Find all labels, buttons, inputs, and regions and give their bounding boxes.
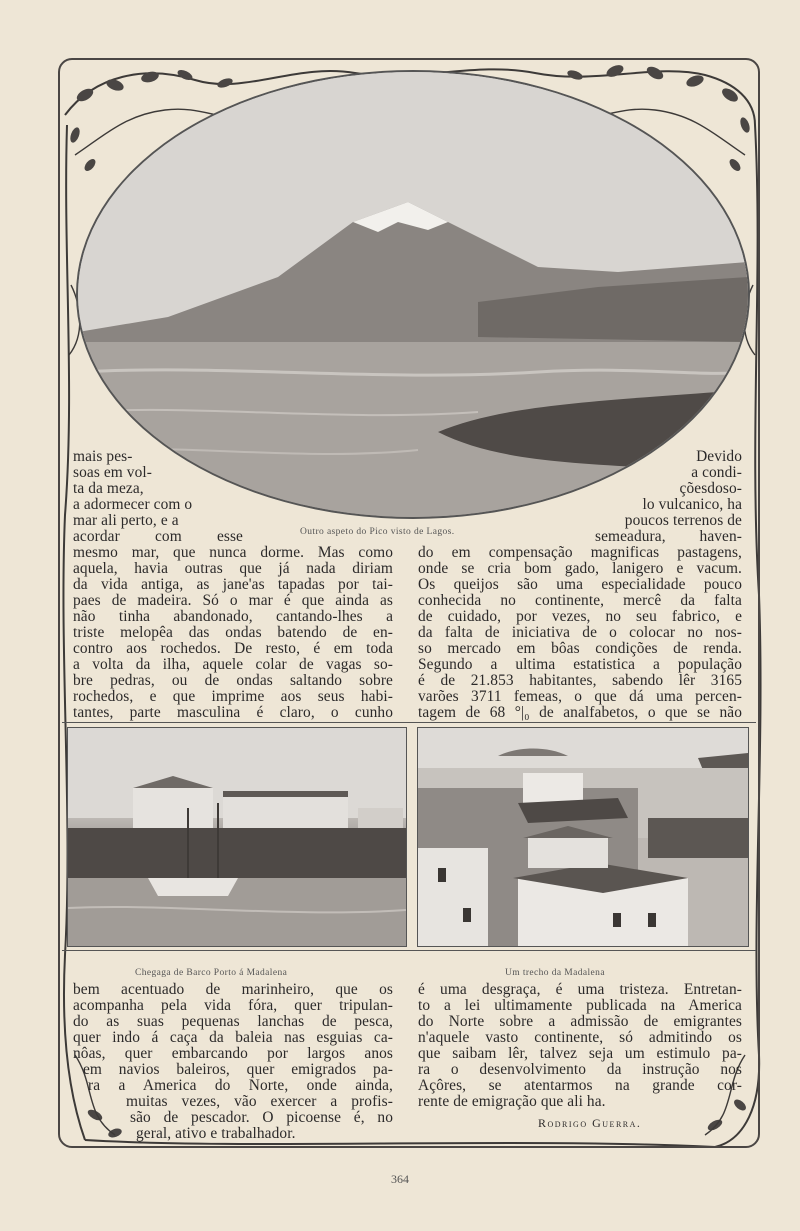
text-line: bre pedras, ou de ondas saltando sobre <box>73 673 393 689</box>
madalena-view-photo <box>417 727 749 947</box>
text-line: conhecida no continente, mercê da falta <box>418 593 742 609</box>
text-line: em navios baleiros, quer emigrados pa- <box>83 1062 393 1078</box>
text-line: tantes, parte masculina é claro, o cunho <box>73 705 393 721</box>
text-line: soas em vol- <box>73 464 152 481</box>
photo-caption-left: Chegaga de Barco Porto á Madalena <box>135 968 288 978</box>
text-line: rochedos, e que imprime aos seus habi- <box>73 689 393 705</box>
text-line: Açôres, se atentarmos na grande cor- <box>418 1078 742 1094</box>
text-line: é de 21.853 habitantes, sabendo lêr 3165 <box>418 673 742 689</box>
text-line: do Norte sobre a admissão de emigrantes <box>418 1014 742 1030</box>
harbor-illustration <box>68 728 406 946</box>
town-illustration <box>418 728 748 946</box>
text-line: que saibam lêr, talvez seja um estimulo pa- <box>418 1046 742 1062</box>
text-line: geral, ativo e trabalhador. <box>136 1125 296 1142</box>
photo-caption-right: Um trecho da Madalena <box>505 968 605 978</box>
divider <box>62 722 756 723</box>
text-line: triste melopêa das ondas batendo de en- <box>73 625 393 641</box>
boat-arrival-photo <box>67 727 407 947</box>
text-line: Os queijos são uma especialidade pouco <box>418 577 742 593</box>
text-line: lo vulcanico, ha <box>642 496 742 513</box>
text-line: é uma desgraça, é uma tristeza. Entretan- <box>418 982 742 998</box>
text-line: semeadura, haven- <box>595 529 742 545</box>
text-line: so mercado em bôas condições de renda. <box>418 641 742 657</box>
text-line: ra o desenvolvimento da instrução nos <box>418 1062 742 1078</box>
text-line: mar ali perto, e a <box>73 512 179 529</box>
text-line: ra a America do Norte, onde ainda, <box>88 1078 393 1094</box>
photo-caption-top: Outro aspeto do Pico visto de Lagos. <box>300 527 455 537</box>
text-line: çõesdoso- <box>679 480 742 497</box>
text-line: to a lei ultimamente publicada na America <box>418 998 742 1014</box>
text-line: da falta de iniciativa de o colocar no nos- <box>418 625 742 641</box>
text-line: contro aos rochedos. De resto, é em toda <box>73 641 393 657</box>
text-line: paes de madeira. Só o mar é que ainda as <box>73 593 393 609</box>
text-line: bem acentuado de marinheiro, que os <box>73 982 393 998</box>
text-line: não tinha abandonado, cantando-lhes a <box>73 609 393 625</box>
pico-mountain-illustration <box>78 72 748 517</box>
text-line: aquela, havia outras que já nada diriam <box>73 561 393 577</box>
text-line: nôas, quer embarcando por largos anos <box>73 1046 393 1062</box>
page-number: 364 <box>391 1172 409 1186</box>
text-line: varões 3711 femeas, o que dá uma percen- <box>418 689 742 705</box>
author-signature: Rodrigo Guerra. <box>538 1116 642 1130</box>
divider <box>62 950 756 951</box>
pico-mountain-photo <box>76 70 750 519</box>
text-line: acompanha pela vida fóra, quer tripulan- <box>73 998 393 1014</box>
text-line: são de pescador. O picoense é, no <box>130 1110 393 1126</box>
text-line: poucos terrenos de <box>624 512 742 529</box>
text-line: mesmo mar, que nunca dorme. Mas como <box>73 545 393 561</box>
text-line: rente de emigração que ali ha. <box>418 1093 606 1110</box>
text-line: de cuidado, por vezes, no seu fabrico, e <box>418 609 742 625</box>
text-line: da vida antiga, as jane'as tapadas por tai- <box>73 577 393 593</box>
text-line: Devido <box>696 448 742 465</box>
text-line: onde se cria bom gado, lanigero e vacum. <box>418 561 742 577</box>
text-line: muitas vezes, vão exercer a profis- <box>126 1094 393 1110</box>
text-line: a adormecer com o <box>73 496 193 513</box>
text-line: do as suas pequenas lanchas de pesca, <box>73 1014 393 1030</box>
text-line: quer indo á caça da baleia nas esguias ca- <box>73 1030 393 1046</box>
text-line: n'aquele vasto continente, só admitindo os <box>418 1030 742 1046</box>
text-line: ta da meza, <box>73 480 144 497</box>
text-line: tagem de 68 °|₀ de analfabetos, o que se não <box>418 705 742 721</box>
text-line: a volta da ilha, aquele colar de vagas so- <box>73 657 393 673</box>
text-line: a condi- <box>691 464 742 481</box>
text-line: Segundo a ultima estatistica a população <box>418 657 742 673</box>
text-line: mais pes- <box>73 448 133 465</box>
text-line: do em compensação magnificas pastagens, <box>418 545 742 561</box>
text-line: acordar com esse <box>73 529 243 545</box>
